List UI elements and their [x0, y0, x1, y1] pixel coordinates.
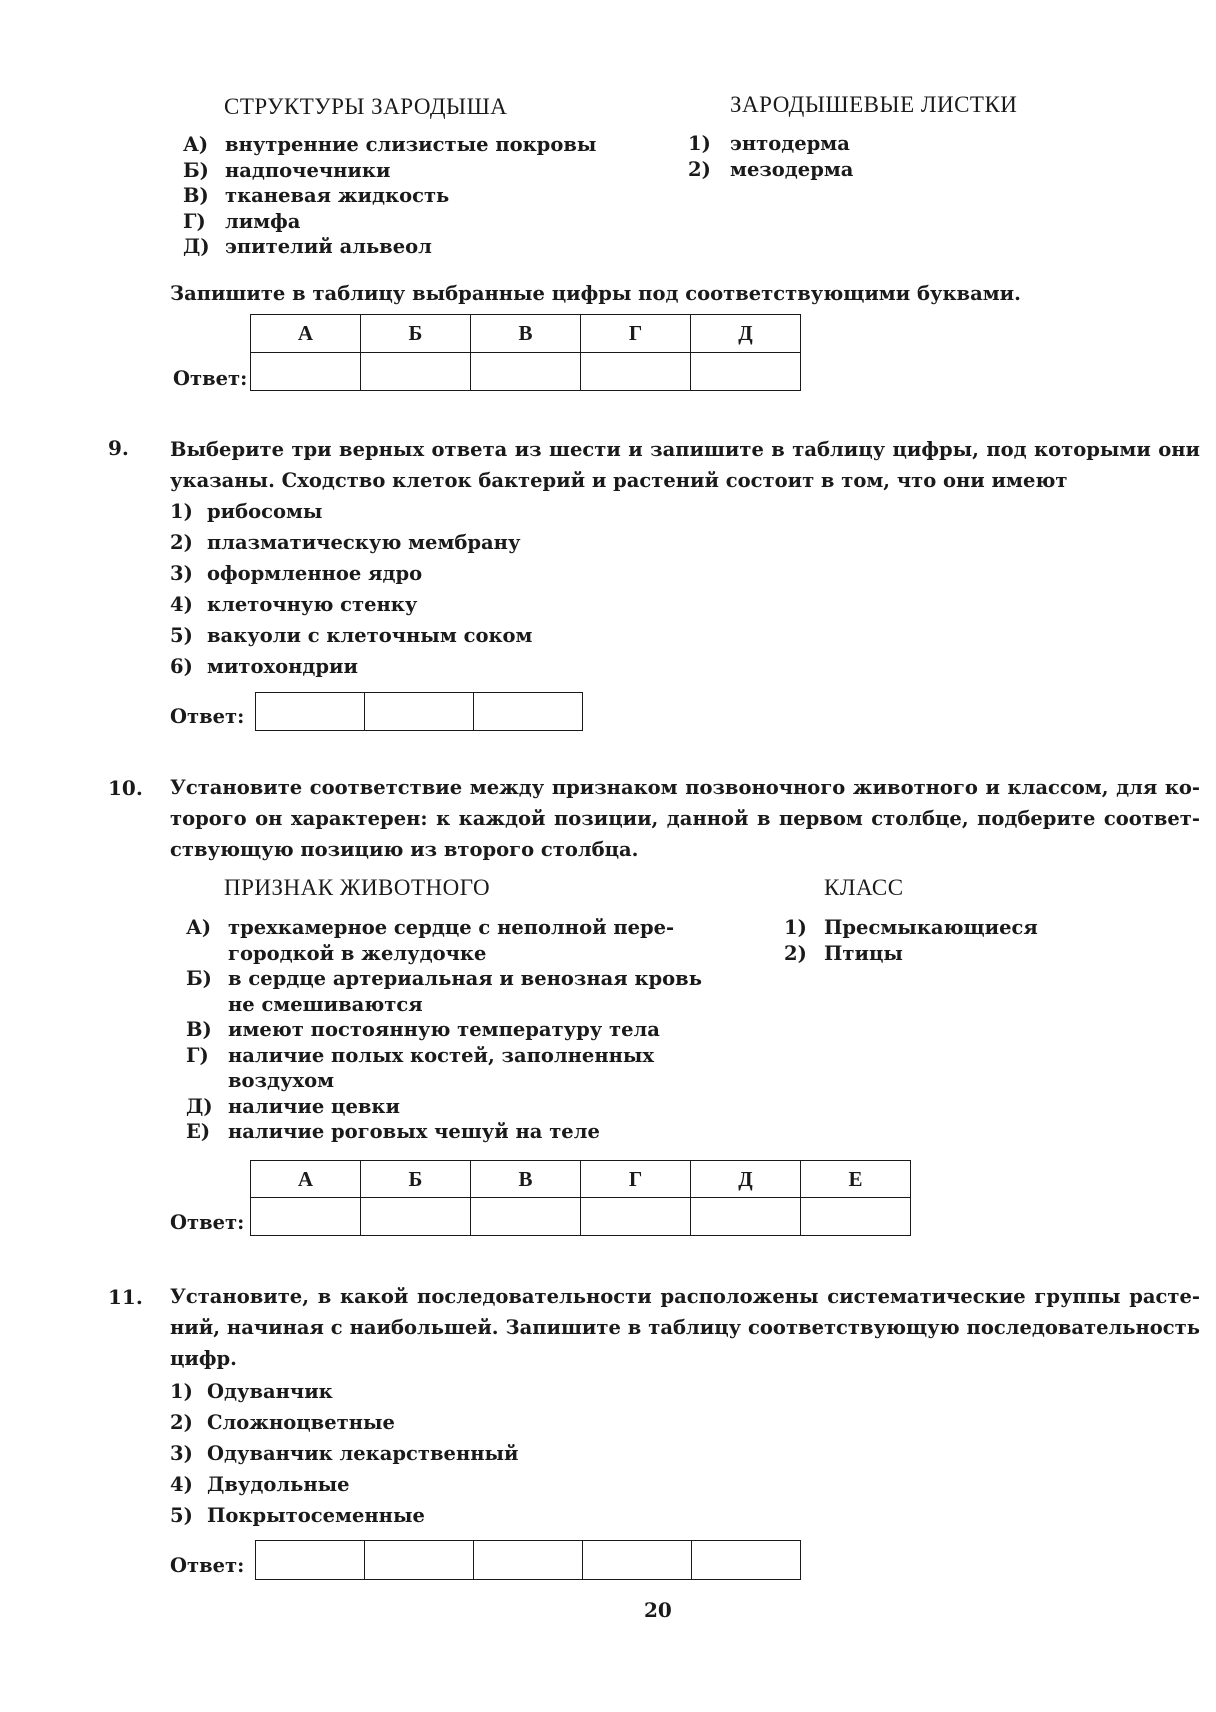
list-item: 4) Двудольные: [170, 1473, 350, 1496]
list-item: 2) Сложноцветные: [170, 1411, 395, 1434]
list-item: 1) Пресмыкающиеся: [784, 916, 1038, 939]
q10-number: 10.: [108, 776, 143, 800]
q9-answer-label: Ответ:: [170, 705, 245, 728]
q10-right-list: [784, 915, 1038, 966]
q11-prompt: Установите, в какой последовательности расположены систематические группы расте- ний, начиная с наибольшей. Запишите в таблицу соответствующую последовательность цифр.: [170, 1285, 1200, 1370]
answer-cell[interactable]: [692, 1541, 800, 1579]
answer-cell[interactable]: [361, 353, 471, 391]
table-header-cell: Д: [691, 1161, 801, 1198]
q10-left-list: [186, 915, 702, 1145]
table-header-cell: А: [251, 1161, 361, 1198]
list-item: В) имеют постоянную температуру тела: [186, 1018, 660, 1041]
answer-cell[interactable]: [251, 1198, 361, 1236]
q8-right-column-title: ЗАРОДЫШЕВЫЕ ЛИСТКИ: [730, 92, 1018, 117]
list-item: А) внутренние слизистые покровы: [183, 133, 597, 156]
table-header-cell: В: [471, 315, 581, 353]
q11-number: 11.: [108, 1285, 143, 1309]
answer-cell[interactable]: [361, 1198, 471, 1236]
answer-cell[interactable]: [471, 1198, 581, 1236]
list-item: 2) плазматическую мембрану: [170, 531, 521, 554]
list-item: 2) мезодерма: [688, 157, 854, 181]
list-item-continuation: воздухом: [228, 1069, 335, 1092]
list-item: 1) рибосомы: [170, 500, 323, 523]
list-item: 4) клеточную стенку: [170, 593, 418, 616]
answer-cell[interactable]: [471, 353, 581, 391]
list-item: Д) эпителий альвеол: [183, 235, 432, 258]
list-item: Г) наличие полых костей, заполненных: [186, 1043, 655, 1067]
list-item: 3) оформленное ядро: [170, 562, 423, 585]
answer-cell[interactable]: [691, 1198, 801, 1236]
q10-right-column-title: КЛАСС: [824, 875, 904, 900]
q8-answer-table: [250, 314, 801, 391]
answer-cell[interactable]: [801, 1198, 911, 1236]
q10-answer-label: Ответ:: [170, 1211, 245, 1234]
list-item: Е) наличие роговых чешуй на теле: [186, 1120, 600, 1143]
list-item: Б) в сердце артериальная и венозная кровь: [186, 967, 702, 990]
table-header-cell: Б: [361, 1161, 471, 1198]
list-item: 2) Птицы: [784, 941, 903, 965]
list-item: А) трехкамерное сердце с неполной пере-: [186, 916, 675, 939]
answer-cell[interactable]: [474, 693, 582, 730]
list-item: 6) митохондрии: [170, 655, 358, 678]
answer-cell[interactable]: [581, 1198, 691, 1236]
q9-options: [170, 496, 532, 682]
list-item: 1) Одуванчик: [170, 1380, 333, 1403]
list-item-continuation: не смешиваются: [228, 992, 423, 1016]
list-item: 1) энтодерма: [688, 132, 850, 155]
q10-left-column-title: ПРИЗНАК ЖИВОТНОГО: [224, 875, 491, 900]
answer-cell[interactable]: [256, 693, 365, 730]
table-header-cell: А: [251, 315, 361, 353]
answer-cell[interactable]: [251, 353, 361, 391]
list-item: Д) наличие цевки: [186, 1094, 400, 1118]
q9-prompt: Выберите три верных ответа из шести и запишите в таблицу цифры, под которыми они указаны. Сходство клеток бактерий и растений состоит в том, что они имеют: [170, 438, 1200, 492]
q9-answer-boxes: [255, 692, 583, 731]
table-header-cell: В: [471, 1161, 581, 1198]
answer-cell[interactable]: [256, 1541, 365, 1579]
q11-answer-boxes: [255, 1540, 801, 1580]
table-header-cell: Е: [801, 1161, 911, 1198]
q11-options: [170, 1376, 519, 1531]
list-item-continuation: городкой в желудочке: [228, 941, 487, 965]
table-header-cell: Г: [581, 315, 691, 353]
list-item: 3) Одуванчик лекарственный: [170, 1442, 519, 1465]
answer-cell[interactable]: [583, 1541, 692, 1579]
list-item: В) тканевая жидкость: [183, 184, 450, 207]
page-number: 20: [644, 1598, 672, 1622]
list-item: 5) вакуоли с клеточным соком: [170, 624, 533, 647]
table-header-cell: Б: [361, 315, 471, 353]
answer-cell[interactable]: [474, 1541, 583, 1579]
table-header-cell: Д: [691, 315, 801, 353]
answer-cell[interactable]: [365, 1541, 474, 1579]
q8-instruction: Запишите в таблицу выбранные цифры под соответствующими буквами.: [170, 282, 1021, 305]
table-header-cell: Г: [581, 1161, 691, 1198]
answer-cell[interactable]: [691, 353, 801, 391]
list-item: Г) лимфа: [183, 209, 301, 233]
q10-prompt: Установите соответствие между признаком позвоночного животного и классом, для ко- торого он характерен: к каждой позиции, данной в первом столбце, подберите соответ- ствующую позицию из второго столбца.: [170, 776, 1200, 861]
q8-right-list: [688, 131, 853, 182]
q9-number: 9.: [108, 436, 129, 460]
q8-left-list: [183, 132, 596, 260]
answer-cell[interactable]: [581, 353, 691, 391]
q8-left-column-title: СТРУКТУРЫ ЗАРОДЫША: [224, 94, 508, 119]
q8-answer-label: Ответ:: [173, 367, 248, 390]
answer-cell[interactable]: [365, 693, 474, 730]
q11-answer-label: Ответ:: [170, 1554, 245, 1577]
list-item: Б) надпочечники: [183, 158, 391, 182]
list-item: 5) Покрытосеменные: [170, 1504, 425, 1527]
q10-answer-table: [250, 1160, 911, 1236]
